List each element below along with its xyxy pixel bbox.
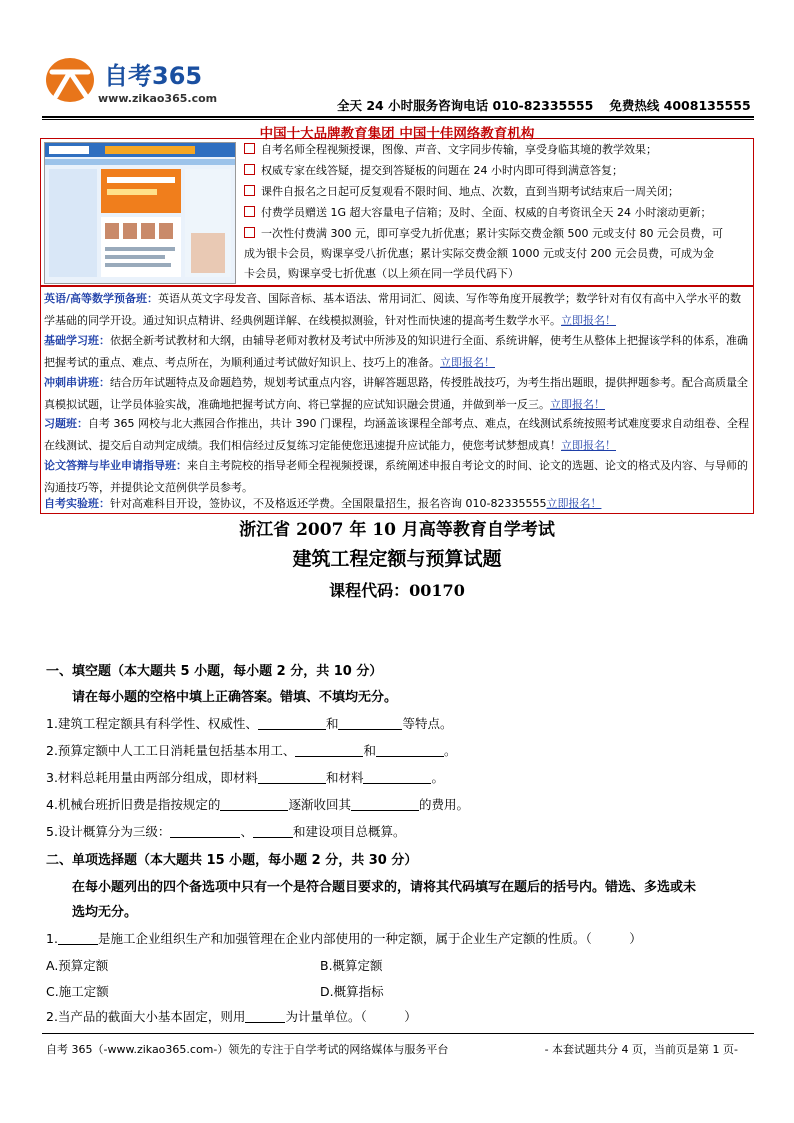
signup-link[interactable]: 立即报名！ — [440, 355, 495, 369]
logo-title: 自考365 — [104, 62, 203, 90]
footer-page-info: - 本套试题共分 4 页，当前页是第 1 页- — [544, 1043, 738, 1056]
class-item — [44, 493, 752, 515]
feature-item: 课件自报名之日起可反复观看不限时间、地点、次数，直到当期考试结束后一周关闭； — [244, 184, 679, 200]
class-title: 基础学习班： — [44, 334, 110, 347]
class-item — [44, 330, 752, 373]
checkbox-icon — [244, 185, 255, 196]
answer-blank — [220, 798, 288, 811]
fill-question: 4.机械台班折旧费是指按规定的 逐渐收回其 的费用。 — [46, 797, 469, 812]
answer-blank — [170, 825, 240, 838]
fill-question: 3.材料总耗用量由两部分组成，即材料 和材料 。 — [46, 770, 444, 785]
class-text: 结合历年试题特点及命题趋势，规划考试重点内容，讲解答题思路，传授胜战技巧，为考生指出题眼，提供押题参考。配合高质量全真模拟试题，让学员体验实战，准确地把握考试方向、将已掌握的应试知识融会贯通，并做到举一反三。 — [44, 376, 748, 411]
class-item — [44, 413, 752, 456]
fill-question: 2.预算定额中人工工日消耗量包括基本用工、 和 。 — [46, 743, 457, 758]
choice-option: D.概算指标 — [320, 984, 384, 999]
checkbox-icon — [244, 143, 255, 154]
checkbox-icon — [244, 164, 255, 175]
answer-blank — [338, 717, 402, 730]
class-item — [44, 372, 752, 415]
choice-question: 1. 是施工企业组织生产和加强管理在企业内部使用的一种定额，属于企业生产定额的性质。（ ） — [46, 931, 642, 946]
signup-link[interactable]: 立即报名！ — [550, 397, 605, 411]
website-screenshot-image — [44, 142, 236, 284]
fill-question: 1.建筑工程定额具有科学性、权威性、 和 等特点。 — [46, 716, 453, 731]
class-text: 来自主考院校的指导老师全程视频授课，系统阐述申报自考论文的时间、论文的选题、论文的格式及内容、与导师的沟通技巧等，并提供论文范例供学员参考。 — [44, 459, 748, 494]
answer-blank — [376, 744, 444, 757]
class-title: 论文答辩与毕业申请指导班： — [44, 459, 187, 472]
answer-blank — [363, 771, 431, 784]
choice-question: 2.当产品的截面大小基本固定，则用 为计量单位。（ ） — [46, 1009, 417, 1024]
feature-item: 权威专家在线答疑，提交到答疑板的问题在 24 小时内即可得到满意答复； — [244, 163, 623, 179]
class-title: 自考实验班： — [44, 497, 110, 510]
answer-blank — [253, 825, 293, 838]
fill-question: 5.设计概算分为三级： 、 和建设项目总概算。 — [46, 824, 406, 839]
header-divider-thin — [42, 119, 754, 120]
zikao365-logo — [42, 52, 242, 112]
choice-option: C.施工定额 — [46, 984, 109, 999]
feature-item: 自考名师全程视频授课，图像、声音、文字同步传输，享受身临其境的教学效果； — [244, 142, 657, 158]
footer-divider — [42, 1033, 754, 1034]
logo-url: www.zikao365.com — [98, 92, 218, 105]
section-instruction: 请在每小题的空格中填上正确答案。错填、不填均无分。 — [72, 690, 398, 705]
signup-link[interactable]: 立即报名！ — [546, 497, 602, 510]
exam-title: 浙江省 2007 年 10 月高等教育自学考试 — [239, 520, 555, 540]
class-text: 依据全新考试教材和大纲，由辅导老师对教材及考试中所涉及的知识进行全面、系统讲解，使考生从整体上把握该学科的体系，准确把握考试的重点、难点、考点所在，为顺利通过考试做好知识上、技巧上的准备。 — [44, 334, 748, 369]
answer-blank — [351, 798, 419, 811]
choice-option: B.概算定额 — [320, 958, 383, 973]
checkbox-icon — [244, 227, 255, 238]
answer-blank — [295, 744, 363, 757]
course-code: 课程代码：00170 — [329, 581, 465, 600]
answer-blank — [258, 771, 326, 784]
footer-left: 自考 365（-www.zikao365.com-）领先的专注于自学考试的网络媒体与服务平台 — [46, 1043, 449, 1056]
checkbox-icon — [244, 206, 255, 217]
signup-link[interactable]: 立即报名！ — [561, 313, 616, 327]
section-heading: 二、单项选择题（本大题共 15 小题，每小题 2 分，共 30 分） — [46, 853, 418, 868]
feature-item-cont: 成为银卡会员，购课享受八折优惠；累计实际交费金额 1000 元或支付 200 元会员费，可成为金 — [244, 247, 714, 260]
class-text: 针对高难科目开设，签协议，不及格返还学费。全国限量招生，报名咨询 010-82335555 — [110, 497, 547, 510]
section-instruction: 在每小题列出的四个备选项中只有一个是符合题目要求的，请将其代码填写在题后的括号内。错选、多选或未 — [72, 880, 697, 895]
answer-blank — [258, 717, 326, 730]
section-instruction-cont: 选均无分。 — [72, 905, 138, 920]
class-item — [44, 455, 752, 498]
class-text: 英语从英文字母发音、国际音标、基本语法、常用词汇、阅读、写作等角度开展教学；数学针对有仅有高中入学水平的数学基础的同学开设。通过知识点精讲、经典例题详解、在线模拟测验，针对性而快速的提高考生数学水平。 — [44, 292, 742, 327]
hotline — [337, 96, 767, 114]
class-title: 习题班： — [44, 417, 88, 430]
header-divider — [42, 116, 754, 118]
class-title: 冲刺串讲班： — [44, 376, 110, 389]
feature-item: 一次性付费满 300 元，即可享受九折优惠；累计实际交费金额 500 元或支付 80 元会员费，可 — [244, 226, 723, 242]
answer-blank — [58, 932, 98, 945]
section-heading: 一、填空题（本大题共 5 小题，每小题 2 分，共 10 分） — [46, 664, 383, 679]
feature-item-cont: 卡会员，购课享受七折优惠（以上须在同一学员代码下） — [244, 267, 519, 280]
feature-item: 付费学员赠送 1G 超大容量电子信箱；及时、全面、权威的自考资讯全天 24 小时滚动更新； — [244, 205, 712, 221]
class-title: 英语/高等数学预备班： — [44, 292, 159, 305]
brand-line: 中国十大品牌教育集团 中国十佳网络教育机构 — [259, 126, 535, 142]
answer-blank — [245, 1010, 285, 1023]
signup-link[interactable]: 立即报名！ — [561, 438, 616, 452]
class-item — [44, 288, 752, 331]
hotline-day: 全天 24 小时服务咨询电话 010-82335555 — [337, 98, 594, 113]
choice-option: A.预算定额 — [46, 958, 109, 973]
hotline-free: 免费热线 4008135555 — [609, 98, 751, 113]
class-text: 自考 365 网校与北大燕园合作推出，共计 390 门课程，均涵盖该课程全部考点、难点，在线测试系统按照考试难度要求自动组卷、全程在线测试、提交后自动判定成绩。我们相信经过反复练习定能使您迅速提升应试能力，使您考试梦想成真！ — [44, 417, 749, 452]
exam-subject: 建筑工程定额与预算试题 — [292, 548, 502, 570]
